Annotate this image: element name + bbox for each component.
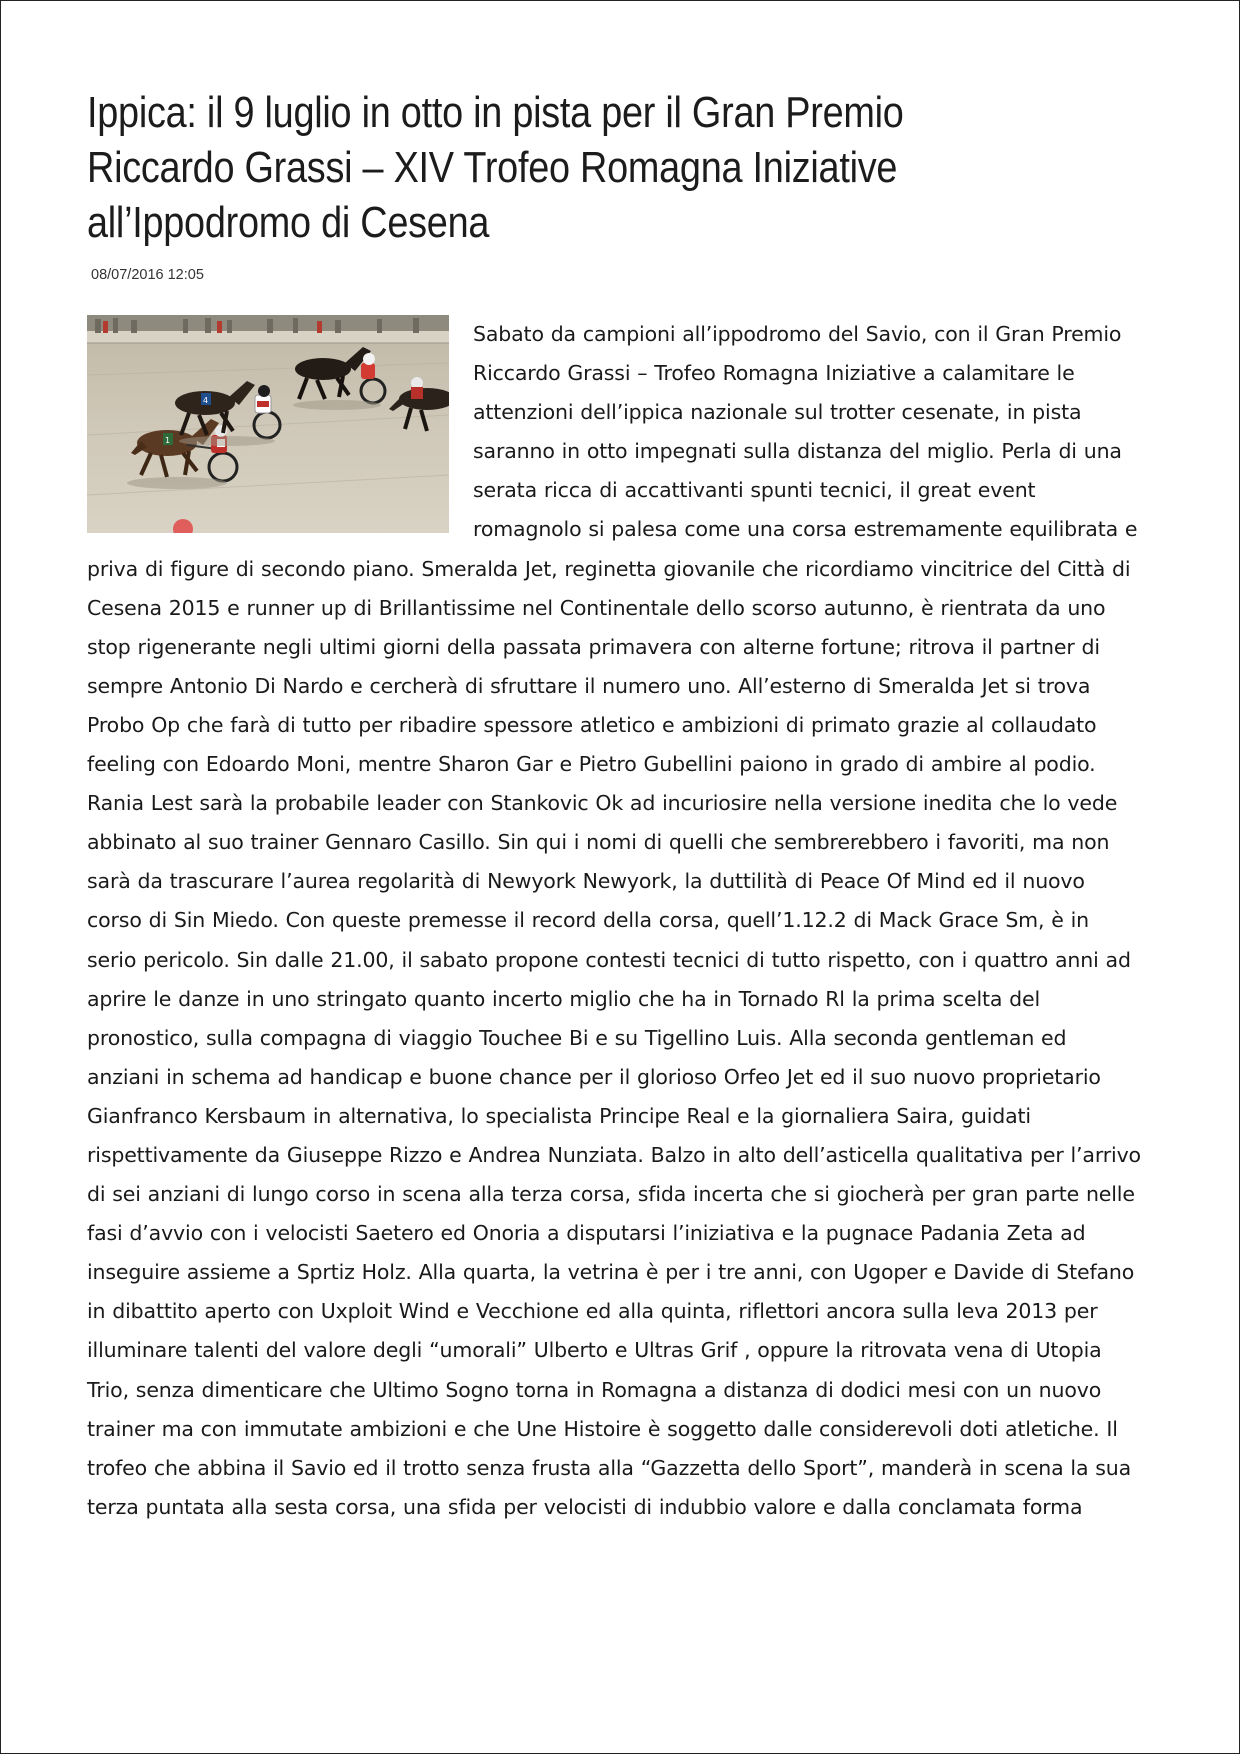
article-title: Ippica: il 9 luglio in otto in pista per il Gran Premio Riccardo Grassi – XIV Trofeo Romagna Iniziative all’Ippodromo di Cesena <box>87 88 904 247</box>
harness-racing-photo <box>87 315 449 533</box>
svg-text:1: 1 <box>165 436 170 445</box>
article-date: 08/07/2016 12:05 <box>91 267 204 283</box>
svg-text:4: 4 <box>203 396 208 405</box>
article-body: Sabato da campioni all’ippodromo del Savio, con il Gran Premio Riccardo Grassi – Trofeo Romagna Iniziative a calamitare le attenzioni dell’ippica nazionale sul trotter cesenate, in pista saranno in otto impegnati sulla distanza del miglio. Perla di una serata ricca di accattivanti spunti tecnici, il great event romagnolo si palesa come una corsa estremamente equilibrata e priva di figure di secondo piano. Smeralda Jet, reginetta giovanile che ricordiamo vincitrice del Città di Cesena 2015 e runner up di Brillantissime nel Continentale dello scorso autunno, è rientrata da uno stop rigenerante negli ultimi giorni della passata primavera con alterne fortune; ritrova il partner di sempre Antonio Di Nardo e cercherà di sfruttare il numero uno. All’esterno di Smeralda Jet si trova Probo Op che farà di tutto per ribadire spessore atletico e ambizioni di primato grazie al collaudato feeling con Edoardo Moni, mentre Sharon Gar e Pietro Gubellini paiono in grado di ambire al podio. Rania Lest sarà la probabile leader con Stankovic Ok ad incuriosire nella versione inedita che lo vede abbinato al suo trainer Gennaro Casillo. Sin qui i nomi di quelli che sembrerebbero i favoriti, ma non sarà da trascurare l’aurea regolarità di Newyork Newyork, la duttilità di Peace Of Mind ed il nuovo corso di Sin Miedo. Con queste premesse il record della corsa, quell’1.12.2 di Mack Grace Sm, è in serio pericolo. Sin dalle 21.00, il sabato propone contesti tecnici di tutto rispetto, con i quattro anni ad aprire le danze in uno stringato quanto incerto miglio che ha in Tornado Rl la prima scelta del pronostico, sulla compagna di viaggio Touchee Bi e su Tigellino Luis. Alla seconda gentleman ed anziani in schema ad handicap e buone chance per il glorioso Orfeo Jet ed il suo nuovo proprietario Gianfranco Kersbaum in alternativa, lo specialista Principe Real e la giornaliera Saira, guidati rispettivamente da Giuseppe Rizzo e Andrea Nunziata. Balzo in alto dell’asticella qualitativa per l’arrivo di sei anziani di lungo corso in scena alla terza corsa, sfida incerta che si giocherà per gran parte nelle fasi d’avvio con i velocisti Saetero ed Onoria a disputarsi l’iniziativa e la pugnace Padania Zeta ad inseguire assieme a Sprtiz Holz. Alla quarta, la vetrina è per i tre anni, con Ugoper e Davide di Stefano in dibattito aperto con Uxploit Wind e Vecchione ed alla quinta, riflettori ancora sulla leva 2013 per illuminare talenti del valore degli “umorali” Ulberto e Ultras Grif , oppure la ritrovata vena di Utopia Trio, senza dimenticare che Ultimo Sogno torna in Romagna a distanza di dodici mesi con un nuovo trainer ma con immutate ambizioni e che Une Histoire è soggetto dalle considerevoli doti atletiche. Il trofeo che abbina il Savio ed il trotto senza frusta alla “Gazzetta dello Sport”, manderà in scena la sua terza puntata alla sesta corsa, una sfida per velocisti di indubbio valore e dalla conclamata forma <box>87 322 1141 1519</box>
article-content <box>87 315 1145 1527</box>
article-photo <box>87 315 449 533</box>
